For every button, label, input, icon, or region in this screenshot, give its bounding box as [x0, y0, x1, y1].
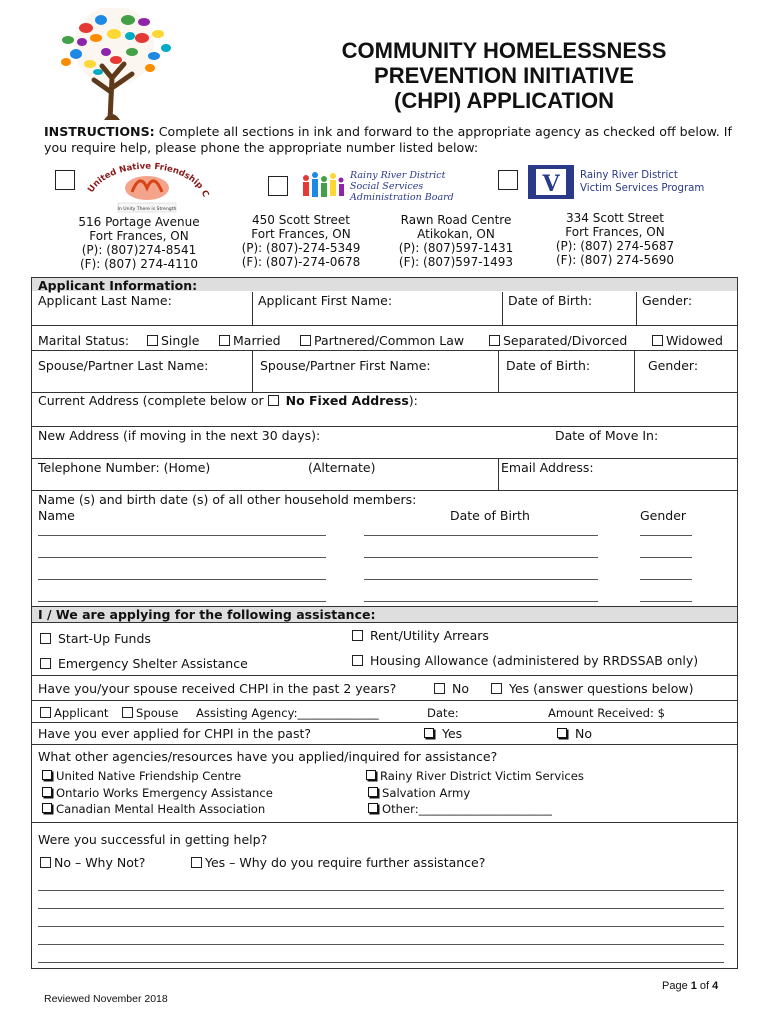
option-label: No: [574, 726, 592, 741]
option-housing-allowance[interactable]: [352, 653, 698, 668]
instructions: [44, 124, 734, 156]
other-agencies-question: What other agencies/resources have you applied/inquired for assistance?: [38, 749, 498, 764]
received-chpi-no[interactable]: [434, 681, 469, 696]
date-field-label: Date:: [427, 706, 459, 720]
address-line: Atikokan, ON: [417, 227, 495, 241]
checkbox[interactable]: [40, 857, 51, 868]
address-line: (P): (807)-274-5349: [241, 241, 361, 255]
address-line: (F): (807)-274-0678: [241, 255, 361, 269]
option-label: Start-Up Funds: [57, 631, 151, 646]
checkbox[interactable]: [652, 335, 663, 346]
option-label: Salvation Army: [382, 786, 471, 800]
checkbox[interactable]: [42, 787, 52, 797]
victim-services-logo-line-1: Rainy River District: [580, 170, 678, 181]
checkbox[interactable]: [122, 707, 133, 718]
option-label: Yes – Why do you require further assistance?: [205, 855, 486, 870]
explanation-line[interactable]: [38, 962, 724, 963]
address-line: Fort Frances, ON: [89, 229, 189, 243]
applicant-first-name-label: Applicant First Name:: [258, 293, 393, 308]
household-gender-line[interactable]: [640, 557, 692, 558]
marital-status-label: Marital Status:: [38, 333, 130, 348]
applied-chpi-no[interactable]: [557, 726, 592, 741]
option-label: Ontario Works Emergency Assistance: [56, 786, 273, 800]
explanation-line[interactable]: [38, 944, 724, 945]
agency-address-rrdssab-atikokan: [386, 213, 526, 269]
agency-checkbox-victim-services[interactable]: [498, 170, 518, 190]
divider: [252, 292, 253, 325]
option-label: Canadian Mental Health Association: [56, 802, 266, 816]
row-line: [32, 822, 737, 823]
instructions-label: INSTRUCTIONS:: [44, 124, 155, 139]
other-agency-salvation-army[interactable]: [368, 786, 470, 800]
divider: [498, 350, 499, 392]
address-line: (P): (807)597-1431: [398, 241, 514, 255]
checkbox[interactable]: [557, 728, 567, 738]
other-agency-victim-services[interactable]: [366, 769, 584, 783]
current-address-label: [38, 393, 418, 408]
checkbox[interactable]: [42, 770, 52, 780]
household-name-line[interactable]: [38, 557, 326, 558]
option-label: Single: [161, 333, 200, 348]
household-dob-line[interactable]: [364, 579, 598, 580]
telephone-home-label: Telephone Number: (Home): [38, 460, 211, 475]
spouse-gender-label: Gender:: [648, 358, 699, 373]
row-line: [32, 722, 737, 723]
household-name-line[interactable]: [38, 535, 326, 536]
address-line: (F): (807)597-1493: [398, 255, 514, 269]
title-line-1: COMMUNITY HOMELESSNESS: [341, 38, 667, 63]
row-line: [32, 700, 737, 701]
address-line: Rawn Road Centre: [400, 213, 512, 227]
divider: [498, 458, 499, 490]
household-col-dob: Date of Birth: [450, 508, 530, 523]
option-label: Partnered/Common Law: [314, 333, 465, 348]
received-chpi-yes[interactable]: [491, 681, 693, 696]
address-line: (P): (807)274-8541: [81, 243, 197, 257]
checkbox[interactable]: [219, 335, 230, 346]
marital-option-married[interactable]: [219, 333, 281, 348]
address-line: Fort Frances, ON: [565, 225, 665, 239]
checkbox[interactable]: [366, 770, 376, 780]
option-label: Housing Allowance (administered by RRDSSAB only): [369, 653, 699, 668]
option-label: Rent/Utility Arrears: [369, 628, 489, 643]
rrdssab-logo-line-2: Social Services: [350, 181, 424, 192]
no-fixed-address-label: No Fixed Address: [285, 393, 409, 408]
option-label: No: [451, 681, 469, 696]
divider: [502, 292, 503, 325]
checkbox[interactable]: [424, 728, 434, 738]
address-line: (F): (807) 274-4110: [80, 257, 198, 271]
option-label: Yes (answer questions below): [508, 681, 694, 696]
option-rent-utility-arrears[interactable]: [352, 628, 489, 643]
row-line: [32, 675, 737, 676]
page-of: of: [696, 980, 713, 992]
tree-logo: [46, 8, 182, 120]
spouse-dob-label: Date of Birth:: [506, 358, 591, 373]
spouse-last-name-label: Spouse/Partner Last Name:: [38, 358, 209, 373]
explanation-line[interactable]: [38, 908, 724, 909]
option-label: Other:_______________________: [382, 802, 552, 816]
current-address-text: Current Address (complete below or: [38, 393, 268, 408]
explanation-line[interactable]: [38, 890, 724, 891]
victim-services-logo: [528, 164, 728, 200]
divider: [252, 350, 253, 392]
received-by-applicant[interactable]: [40, 706, 108, 720]
checkbox[interactable]: [434, 683, 445, 694]
marital-option-widowed[interactable]: [652, 333, 723, 348]
marital-option-single[interactable]: [147, 333, 199, 348]
option-label: Rainy River District Victim Services: [380, 769, 584, 783]
rrdssab-logo: [298, 166, 473, 206]
unfc-logo-title: United Native Friendship C: [86, 161, 211, 199]
page-total: 4: [712, 980, 719, 992]
checkbox[interactable]: [491, 683, 502, 694]
other-agency-cmha[interactable]: [42, 802, 265, 816]
household-members-title: Name (s) and birth date (s) of all other household members:: [38, 492, 417, 507]
option-label: Yes: [441, 726, 463, 741]
unfc-logo-motto: In Unity There is Strength: [117, 207, 177, 212]
reviewed-date: Reviewed November 2018: [44, 993, 168, 1005]
agency-checkbox-unfc[interactable]: [55, 170, 75, 190]
page-number: [662, 980, 718, 992]
checkbox[interactable]: [489, 335, 500, 346]
checkbox[interactable]: [42, 803, 52, 813]
applicant-dob-label: Date of Birth:: [508, 293, 593, 308]
household-gender-line[interactable]: [640, 535, 692, 536]
household-col-gender: Gender: [640, 508, 687, 523]
instructions-text: Complete all sections in ink and forward to the appropriate agency as checked off below. If you require help, please phone the appropriate number listed below:: [44, 124, 732, 155]
email-address-label: Email Address:: [501, 460, 594, 475]
household-name-line[interactable]: [38, 601, 326, 602]
received-chpi-question: Have you/your spouse received CHPI in the past 2 years?: [38, 681, 397, 696]
household-gender-line[interactable]: [640, 601, 692, 602]
option-label: Applicant: [54, 706, 109, 720]
option-start-up-funds[interactable]: [40, 631, 151, 646]
assisting-agency-field[interactable]: Assisting Agency:______________: [196, 706, 379, 720]
row-line: [32, 622, 737, 623]
spouse-first-name-label: Spouse/Partner First Name:: [260, 358, 431, 373]
row-line: [32, 458, 737, 459]
page-current: 1: [690, 980, 697, 992]
row-line: [32, 350, 737, 351]
checkbox[interactable]: [352, 630, 363, 641]
assistance-section-title: I / We are applying for the following assistance:: [38, 607, 376, 622]
checkbox[interactable]: [40, 707, 51, 718]
successful-no[interactable]: [40, 855, 145, 870]
row-line: [32, 744, 737, 745]
option-label: Emergency Shelter Assistance: [57, 656, 248, 671]
other-agency-ontario-works[interactable]: [42, 786, 273, 800]
page-prefix: Page: [662, 980, 691, 992]
option-label: United Native Friendship Centre: [56, 769, 242, 783]
explanation-line[interactable]: [38, 926, 724, 927]
option-label: No – Why Not?: [54, 855, 146, 870]
applicant-section-title: Applicant Information:: [38, 278, 198, 293]
household-dob-line[interactable]: [364, 557, 598, 558]
applicant-last-name-label: Applicant Last Name:: [38, 293, 172, 308]
address-line: 450 Scott Street: [252, 213, 350, 227]
household-col-name: Name: [38, 508, 75, 523]
divider: [634, 350, 635, 392]
victim-services-logo-line-2: Victim Services Program: [580, 183, 705, 194]
address-line: Fort Frances, ON: [251, 227, 351, 241]
marital-option-partnered[interactable]: [300, 333, 464, 348]
row-line: [32, 490, 737, 491]
unfc-logo: [78, 158, 216, 214]
victim-services-logo-letter: V: [542, 171, 560, 197]
agency-checkbox-rrdssab[interactable]: [268, 176, 288, 196]
received-by-spouse[interactable]: [122, 706, 178, 720]
option-emergency-shelter[interactable]: [40, 656, 248, 671]
other-agency-other[interactable]: [368, 802, 552, 816]
marital-option-separated[interactable]: [489, 333, 627, 348]
checkbox[interactable]: [352, 655, 363, 666]
checkbox[interactable]: [368, 803, 378, 813]
household-gender-line[interactable]: [640, 579, 692, 580]
row-line: [32, 426, 737, 427]
option-label: Separated/Divorced: [503, 333, 628, 348]
address-line: 516 Portage Avenue: [78, 215, 200, 229]
divider: [636, 292, 637, 325]
agency-address-unfc: [66, 215, 212, 271]
successful-yes[interactable]: [191, 855, 485, 870]
new-address-label: New Address (if moving in the next 30 days):: [38, 428, 321, 443]
successful-question: Were you successful in getting help?: [38, 832, 268, 847]
row-line: [32, 325, 737, 326]
household-dob-line[interactable]: [364, 601, 598, 602]
checkbox[interactable]: [40, 633, 51, 644]
other-agency-unfc[interactable]: [42, 769, 241, 783]
address-line: (P): (807) 274-5687: [555, 239, 675, 253]
checkbox[interactable]: [147, 335, 158, 346]
address-line: 334 Scott Street: [566, 211, 664, 225]
checkbox[interactable]: [40, 658, 51, 669]
checkbox[interactable]: [191, 857, 202, 868]
rrdssab-logo-line-1: Rainy River District: [350, 170, 446, 181]
checkbox[interactable]: [368, 787, 378, 797]
current-address-suffix: ):: [408, 393, 418, 408]
applied-chpi-question: Have you ever applied for CHPI in the past?: [38, 726, 312, 741]
move-in-date-label: Date of Move In:: [555, 428, 659, 443]
option-label: Spouse: [136, 706, 179, 720]
agency-address-rrdssab-ff: [228, 213, 374, 269]
applicant-gender-label: Gender:: [642, 293, 693, 308]
title-line-3: (CHPI) APPLICATION: [394, 88, 614, 113]
telephone-alternate-label: (Alternate): [308, 460, 376, 475]
rrdssab-logo-line-3: Administration Board: [350, 192, 454, 203]
option-label: Married: [233, 333, 281, 348]
form-title: [284, 38, 724, 113]
checkbox[interactable]: [300, 335, 311, 346]
applied-chpi-yes[interactable]: [424, 726, 462, 741]
title-line-2: PREVENTION INITIATIVE: [374, 63, 634, 88]
option-label: Widowed: [666, 333, 723, 348]
household-dob-line[interactable]: [364, 535, 598, 536]
agency-address-victim-services: [540, 211, 690, 267]
no-fixed-address-checkbox[interactable]: [268, 395, 279, 406]
address-line: (F): (807) 274-5690: [556, 253, 674, 267]
amount-received-label: Amount Received: $: [548, 706, 665, 720]
household-name-line[interactable]: [38, 579, 326, 580]
